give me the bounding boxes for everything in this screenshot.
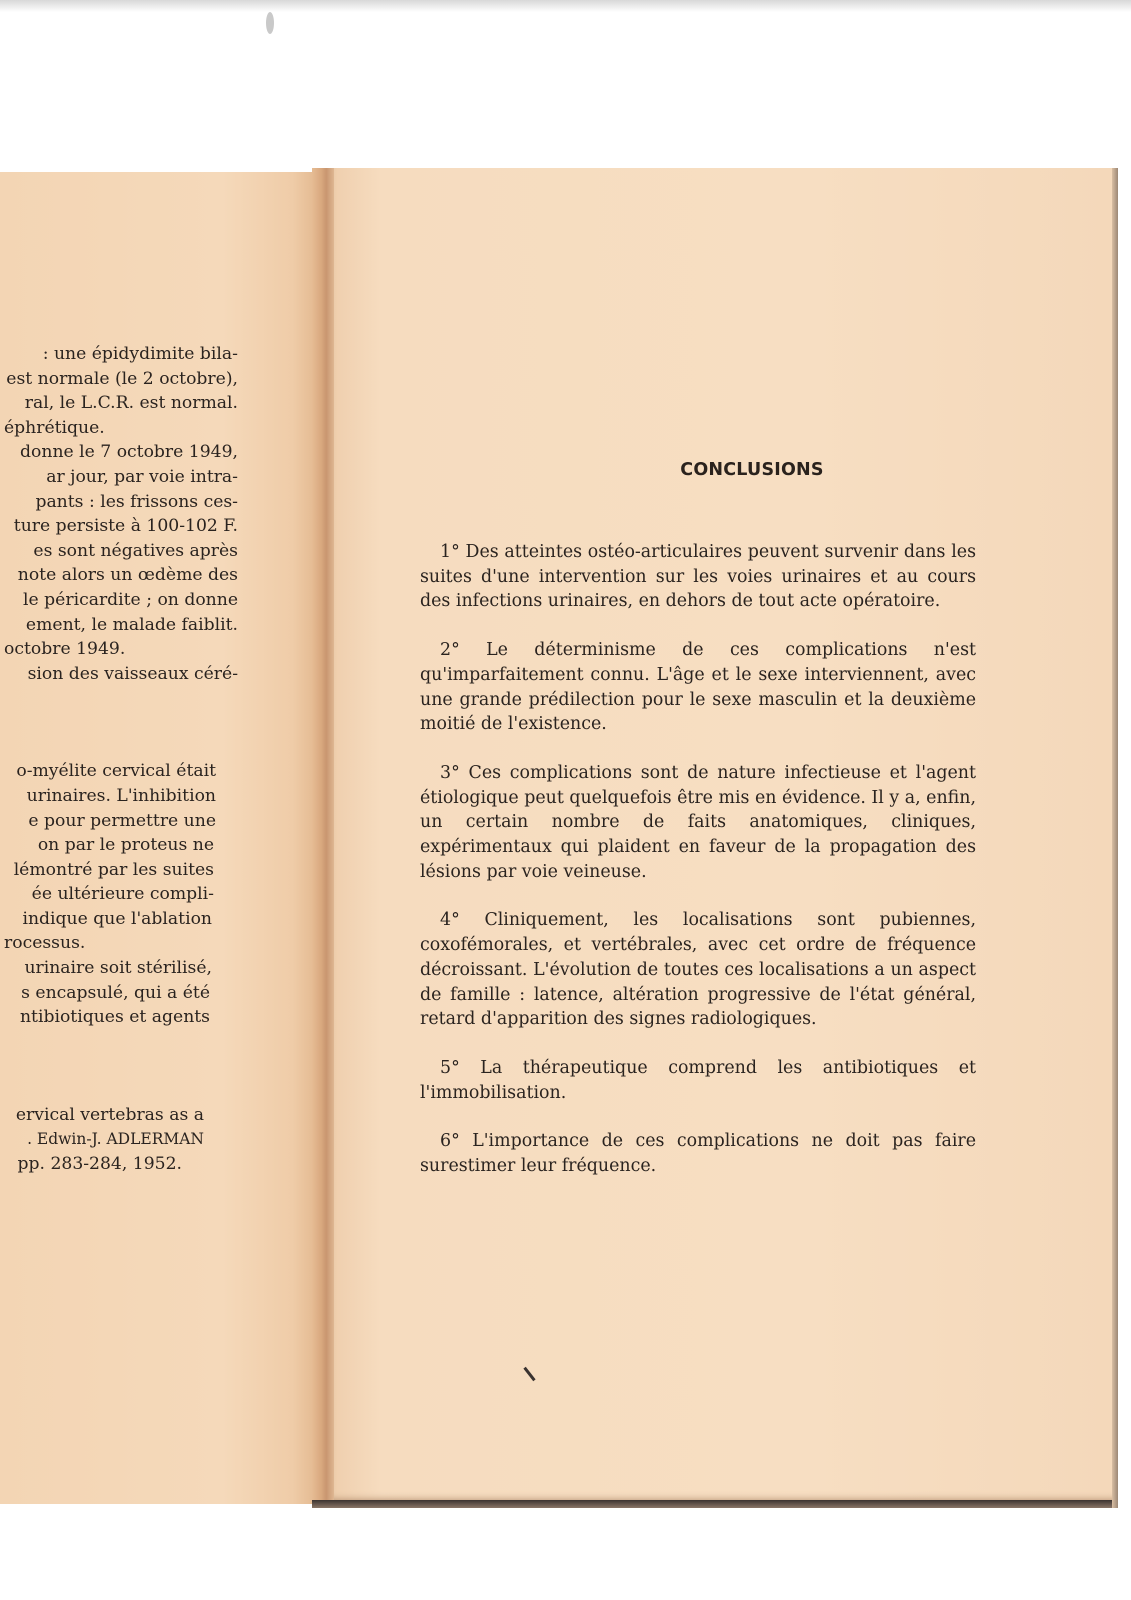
left-line: urinaires. L'inhibition <box>26 785 216 806</box>
left-line: ée ultérieure compli- <box>31 884 214 905</box>
conclusions-list <box>420 540 976 1203</box>
reference-line: . Edwin-J. ADLERMAN <box>27 1130 204 1149</box>
left-line: indique que l'ablation <box>22 908 212 929</box>
open-book <box>0 168 1118 1508</box>
right-page <box>334 168 1118 1500</box>
left-line: ral, le L.C.R. est normal. <box>24 393 238 414</box>
left-line: : une épidydimite bila- <box>42 344 238 364</box>
left-line: ture persiste à 100-102 F. <box>13 516 238 537</box>
left-line: éphrétique. <box>4 417 105 438</box>
spacer <box>0 686 238 735</box>
left-line: octobre 1949. <box>4 639 126 660</box>
ink-speck <box>523 1367 535 1381</box>
conclusion-item: 2° Le déterminisme de ces complications n'est qu'imparfaitement connu. L'âge et le sexe interviennent, avec une grande prédilection pour le sexe masculin et la deuxième moitié de l'existence. <box>420 640 976 735</box>
left-line: le péricardite ; on donne <box>23 589 238 610</box>
conclusion-item: 3° Ces complications sont de nature infectieuse et l'agent étiologique peut quelquefois être mis en évidence. Il y a, enfin, un certain nombre de faits anatomiques, cliniques, expérimentaux qui plaident en faveur de la propagation des lésions par voie veineuse. <box>420 762 976 882</box>
spacer <box>0 1079 238 1103</box>
left-line: rocessus. <box>4 933 86 954</box>
left-page <box>0 172 318 1504</box>
left-line: pants : les frissons ces- <box>35 491 238 512</box>
conclusion-item: 5° La thérapeutique comprend les antibiotiques et l'immobilisation. <box>420 1057 976 1103</box>
left-line: note alors un œdème des <box>17 565 238 586</box>
scanner-artifact <box>266 12 274 34</box>
left-line: sion des vaisseaux céré- <box>27 663 238 684</box>
left-line: on par le proteus ne <box>37 835 214 856</box>
left-line: donne le 7 octobre 1949, <box>20 442 238 463</box>
left-line: ntibiotiques et agents <box>19 1007 210 1028</box>
reference-line: ervical vertebras as a <box>15 1104 204 1125</box>
scan-top-shadow <box>0 0 1131 12</box>
left-line: es sont négatives après <box>33 540 238 561</box>
left-line: est normale (le 2 octobre), <box>6 368 238 389</box>
left-line: ar jour, par voie intra- <box>46 466 238 487</box>
left-line: o-myélite cervical était <box>16 761 216 782</box>
conclusion-item: 6° L'importance de ces complications ne doit pas faire surestimer leur fréquence. <box>420 1131 976 1177</box>
left-line: s encapsulé, qui a été <box>21 982 210 1003</box>
conclusion-item: 4° Cliniquement, les localisations sont pubiennes, coxofémorales, et vertébrales, avec cet ordre de fréquence décroissant. L'évolution de toutes ces localisations a un aspect de famille : latence, altération progressive de l'état général, retard d'apparition des signes radiologiques. <box>420 910 976 1030</box>
spacer <box>0 735 238 759</box>
left-line: ement, le malade faiblit. <box>25 614 238 635</box>
page-title: CONCLUSIONS <box>680 460 824 480</box>
conclusion-item: 1° Des atteintes ostéo-articulaires peuvent survenir dans les suites d'une intervention sur les voies urinaires et au cours des infections urinaires, en dehors de tout acte opératoire. <box>420 542 976 612</box>
reference-line: pp. 283-284, 1952. <box>17 1154 182 1175</box>
left-line: urinaire soit stérilisé, <box>24 958 212 979</box>
left-line: e pour permettre une <box>28 810 216 831</box>
left-line: lémontré par les suites <box>13 859 214 880</box>
page-bottom-edge <box>312 1500 1118 1508</box>
spacer <box>0 1030 238 1079</box>
page-right-edge <box>1112 168 1118 1508</box>
left-page-text <box>0 342 238 1177</box>
